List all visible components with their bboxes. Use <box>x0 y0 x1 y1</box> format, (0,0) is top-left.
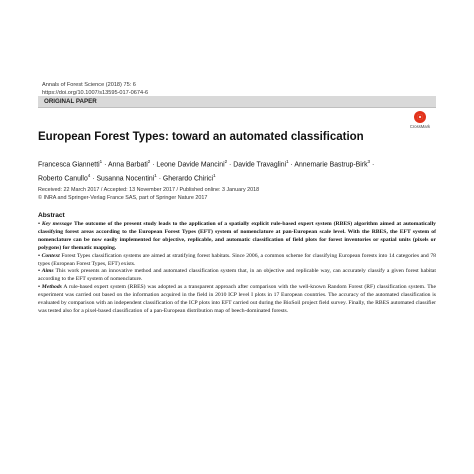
context-text: Forest Types classification systems are aimed at stratifying forest habitats. Since 2006, a common scheme for classifying European forests into 14 categories and 78 types (European Forest Types, EFT) exists. <box>38 252 436 267</box>
journal-header <box>42 81 148 97</box>
key-message-label: • Key message <box>38 221 73 227</box>
key-message-text: The outcome of the present study leads to the application of a spatially explicit rule-based expert system (RBES) algorithm aimed at automatically classifying forest areas according to the European Forest Types (EFT) system of nomenclature at pan-European scale level. With the RBES, the EFT system of nomenclature can be now easily implemented for objective, replicable, and automatic classification of field plots for forest inventories or spatial units (pixels or polygons) for thematic mapping. <box>38 221 436 251</box>
abstract-context <box>38 253 436 269</box>
author-name[interactable]: Leone Davide Mancini <box>156 161 225 169</box>
methods-text: A rule-based expert system (RBES) was adopted as a transparent approach after comparison with the well-known Random Forest (RF) classification system. The experiment was carried out based on the information acquired in the field in 2010 ICP level I plots in 17 European countries. The accuracy of the automated classification is evaluated by comparison with an independent classification of the ICP plots into EFT carried out during the BioSoil project field survey. Finally, the RBES automated classifier was tested also for a pixel-based classification of a pan-European distribution map of beech-dominated forests. <box>38 284 436 314</box>
context-label: • Context <box>38 252 60 259</box>
article-type-label: ORIGINAL PAPER <box>44 98 97 105</box>
author-affiliation: 3 <box>367 159 371 164</box>
publication-history: Received: 22 March 2017 / Accepted: 13 November 2017 / Published online: 3 January 2018 <box>38 187 260 193</box>
abstract-methods <box>38 284 436 316</box>
journal-doi-link[interactable]: https://doi.org/10.1007/s13595-017-0674-6 <box>42 90 149 96</box>
author-affiliation: 1 <box>99 159 103 164</box>
author-name[interactable]: Davide Travaglini <box>233 161 287 169</box>
journal-citation: Annals of Forest Science (2018) 75: 6 <box>42 82 136 88</box>
crossmark-icon <box>414 111 426 123</box>
author-affiliation: 2 <box>224 159 228 164</box>
crossmark-badge[interactable] <box>405 111 435 133</box>
article-type-bar <box>38 96 436 108</box>
author-affiliation: 2 <box>147 159 151 164</box>
publication-dates <box>38 187 438 202</box>
abstract-aims <box>38 268 436 284</box>
author-name[interactable]: Francesca Giannetti <box>38 161 100 169</box>
author-list <box>38 156 438 185</box>
author-name[interactable]: Roberto Canullo <box>38 175 88 183</box>
abstract-body <box>38 221 436 316</box>
author-name[interactable]: Susanna Nocentini <box>96 175 155 183</box>
methods-label: • Methods <box>38 284 62 291</box>
author-affiliation: 4 <box>87 173 91 179</box>
aims-label: • Aims <box>38 268 54 275</box>
author-affiliation: 1 <box>286 159 289 164</box>
author-affiliation: 1 <box>213 173 216 179</box>
author-name[interactable]: Anna Barbati <box>107 161 148 169</box>
author-line-2: Roberto Canullo$^4$ · Susanna Nocentini$^1$ · Gherardo Chirici$^1$ <box>38 173 216 183</box>
article-title: European Forest Types: toward an automated classification <box>38 131 364 143</box>
author-name[interactable]: Gherardo Chirici <box>162 175 214 183</box>
copyright-line: © INRA and Springer-Verlag France SAS, part of Springer Nature 2017 <box>38 194 208 201</box>
abstract-key-message <box>38 221 436 253</box>
author-line-1: Francesca Giannetti$^1$ · Anna Barbati$^2$ · Leone Davide Mancini$^2$ · Davide Travaglini$^1$ · Annemarie Bastrup-Birk$^3$ · <box>38 159 375 169</box>
aims-text: This work presents an innovative method and automated classification system that, in an objective and replicable way, can accurately classify a given forest habitat according to the EFT system of nomenclature. <box>38 268 437 283</box>
crossmark-label: CrossMark <box>409 124 431 129</box>
author-affiliation: 1 <box>154 173 157 179</box>
author-name[interactable]: Annemarie Bastrup-Birk <box>294 161 368 169</box>
abstract-heading: Abstract <box>38 212 65 219</box>
